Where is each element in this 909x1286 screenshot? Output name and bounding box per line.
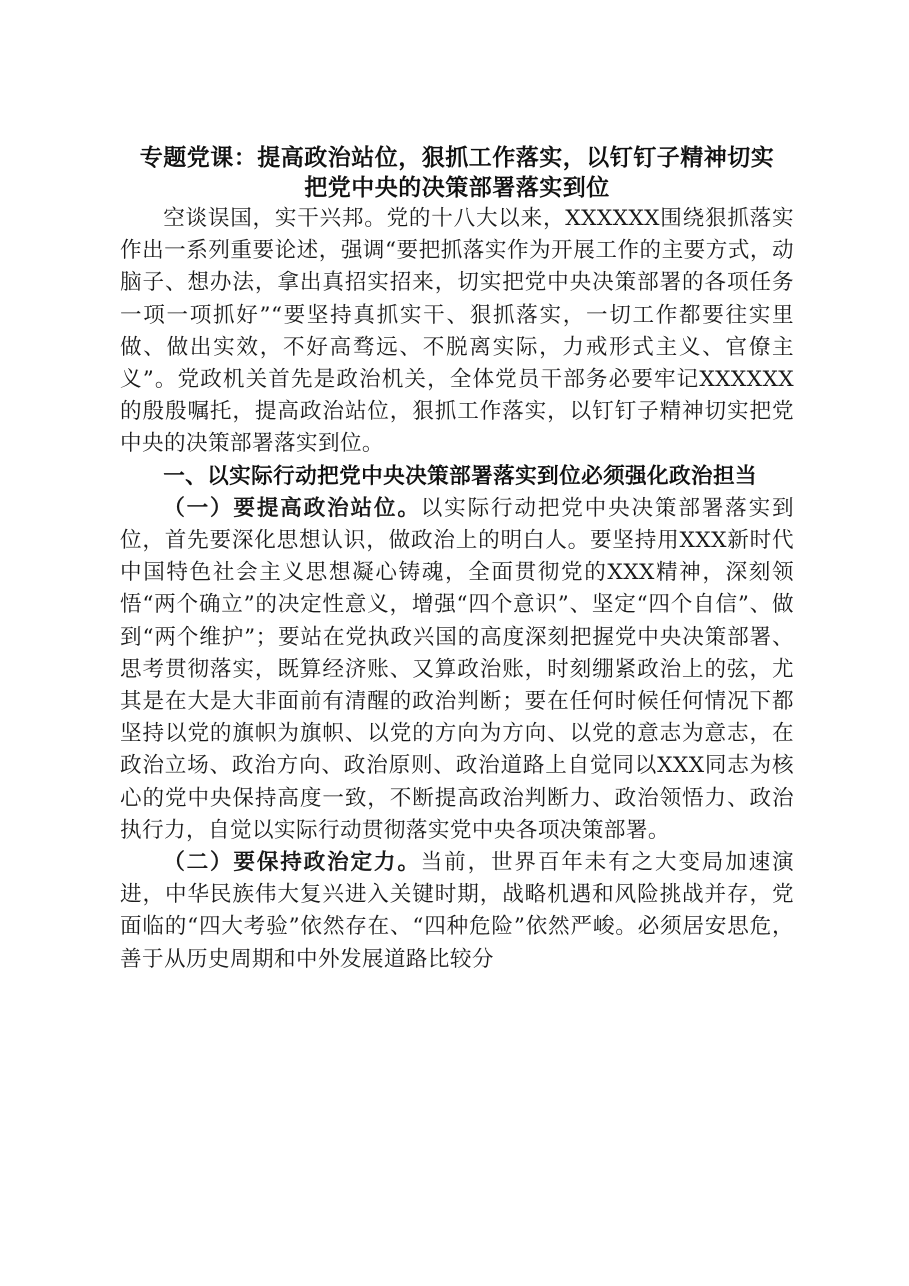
document-body <box>120 143 794 976</box>
intro-paragraph: 空谈误国，实干兴邦。党的十八大以来，XXXXXX围绕狠抓落实作出一系列重要论述，强调“要把抓落实作为开展工作的主要方式，动脑子、想办法，拿出真招实招来，切实把党中央决策部署的各项任务一项一项抓好”“要坚持真抓实干、狠抓落实，一切工作都要往实里做、做出实效，不好高骛远、不脱离实际，力戒形式主义、官僚主义”。党政机关首先是政治机关，全体党员干部务必要牢记XXXXXX的殷殷嘱托，提高政治站位，狠抓工作落实，以钉钉子精神切实把党中央的决策部署落实到位。 <box>120 206 794 457</box>
subsection-2-text: 当前，世界百年未有之大变局加速演进，中华民族伟大复兴进入关键时期，战略机遇和风险挑战并存，党面临的“四大考验”依然存在、“四种危险”依然严峻。必须居安思危，善于从历史周期和中外发展道路比较分 <box>120 850 794 972</box>
title-line-2: 把党中央的决策部署落实到位 <box>304 174 610 201</box>
title-line-1: 专题党课：提高政治站位，狠抓工作落实，以钉钉子精神切实 <box>139 144 775 171</box>
document-title <box>120 143 794 203</box>
subsection-2-heading: （二）要保持政治定力。 <box>163 850 421 876</box>
subsection-1-heading: （一）要提高政治站位。 <box>163 495 421 521</box>
subsection-1-paragraph <box>120 493 794 847</box>
subsection-1-text: 以实际行动把党中央决策部署落实到位，首先要深化思想认识，做政治上的明白人。要坚持用XXX新时代中国特色社会主义思想凝心铸魂，全面贯彻党的XXX精神，深刻领悟“两个确立”的决定性意义，增强“四个意识”、坚定“四个自信”、做到“两个维护”；要站在党执政兴国的高度深刻把握党中央决策部署、思考贯彻落实，既算经济账、又算政治账，时刻绷紧政治上的弦，尤其是在大是大非面前有清醒的政治判断；要在任何时候任何情况下都坚持以党的旗帜为旗帜、以党的方向为方向、以党的意志为意志，在政治立场、政治方向、政治原则、政治道路上自觉同以XXX同志为核心的党中央保持高度一致，不断提高政治判断力、政治领悟力、政治执行力，自觉以实际行动贯彻落实党中央各项决策部署。 <box>120 495 794 843</box>
section-1-heading: 一、以实际行动把党中央决策部署落实到位必须强化政治担当 <box>163 463 758 489</box>
subsection-2-paragraph <box>120 847 794 976</box>
